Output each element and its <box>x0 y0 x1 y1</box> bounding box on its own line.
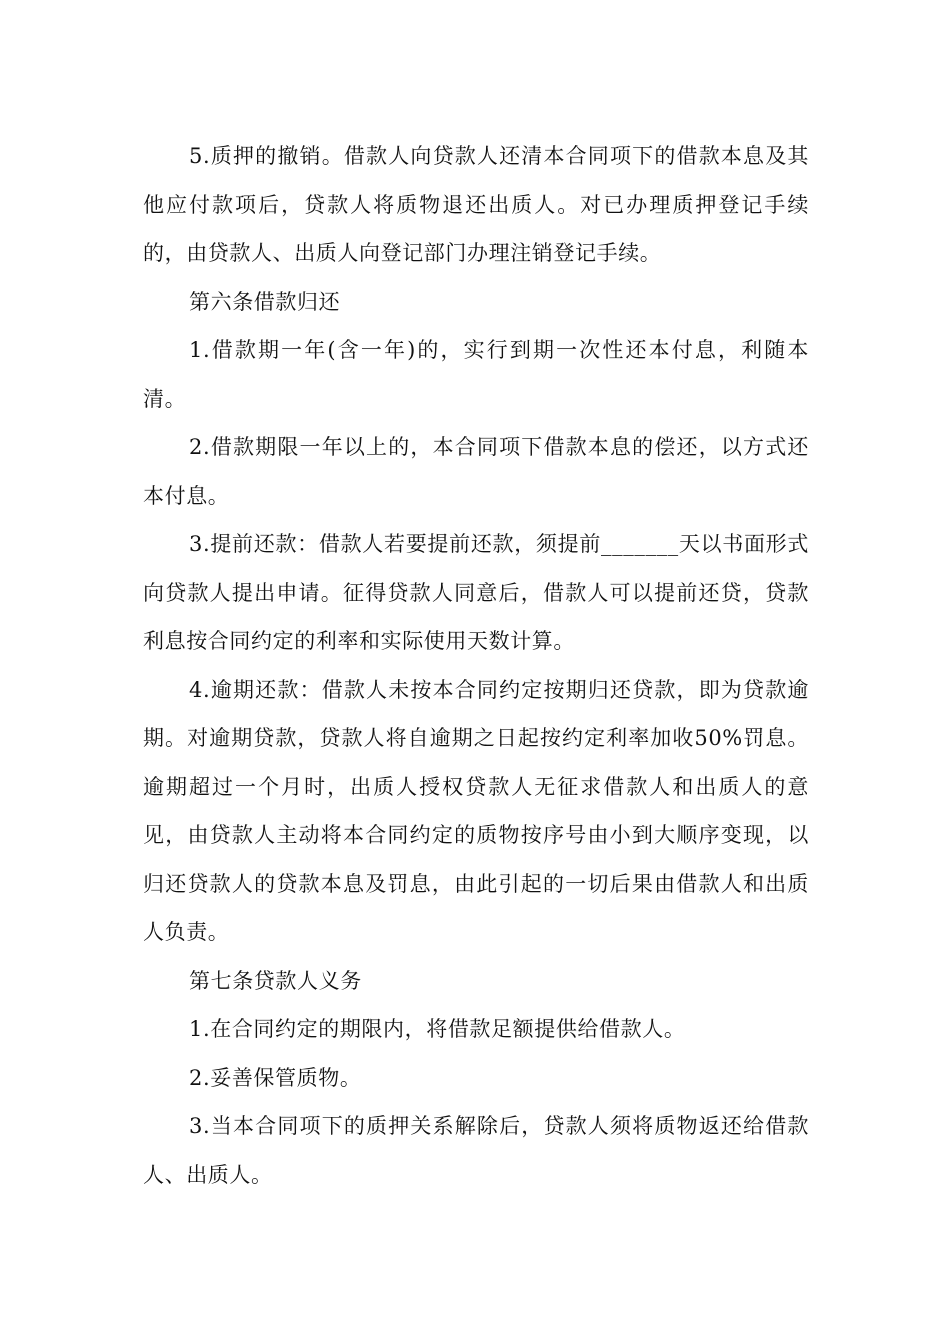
clause-6-4-overdue-repayment: 4.逾期还款：借款人未按本合同约定按期归还贷款，即为贷款逾期。对逾期贷款，贷款人将自逾期之日起按约定利率加收50%罚息。逾期超过一个月时，出质人授权贷款人无征求借款人和出质人的意见，由贷款人主动将本合同约定的质物按序号由小到大顺序变现，以归还贷款人的贷款本息及罚息，由此引起的一切后果由借款人和出质人负责。 <box>143 677 809 944</box>
clause-7-1: 1.在合同约定的期限内，将借款足额提供给借款人。 <box>189 1017 686 1041</box>
clause-5-pledge-revocation: 5.质押的撤销。借款人向贷款人还清本合同项下的借款本息及其他应付款项后，贷款人将质物退还出质人。对已办理质押登记手续的，由贷款人、出质人向登记部门办理注销登记手续。 <box>143 144 809 265</box>
clause-6-1: 1.借款期一年(含一年)的，实行到期一次性还本付息，利随本清。 <box>143 338 809 411</box>
document-body <box>143 132 809 1199</box>
article-6-heading: 第六条借款归还 <box>189 289 341 314</box>
clause-6-3-early-repayment: 3.提前还款：借款人若要提前还款，须提前_______天以书面形式向贷款人提出申请。征得贷款人同意后，借款人可以提前还贷，贷款利息按合同约定的利率和实际使用天数计算。 <box>143 532 809 653</box>
clause-7-2: 2.妥善保管质物。 <box>189 1065 362 1090</box>
clause-7-3: 3.当本合同项下的质押关系解除后，贷款人须将质物返还给借款人、出质人。 <box>143 1114 809 1187</box>
clause-6-2: 2.借款期限一年以上的，本合同项下借款本息的偿还，以方式还本付息。 <box>143 435 809 508</box>
article-7-heading: 第七条贷款人义务 <box>189 968 362 993</box>
